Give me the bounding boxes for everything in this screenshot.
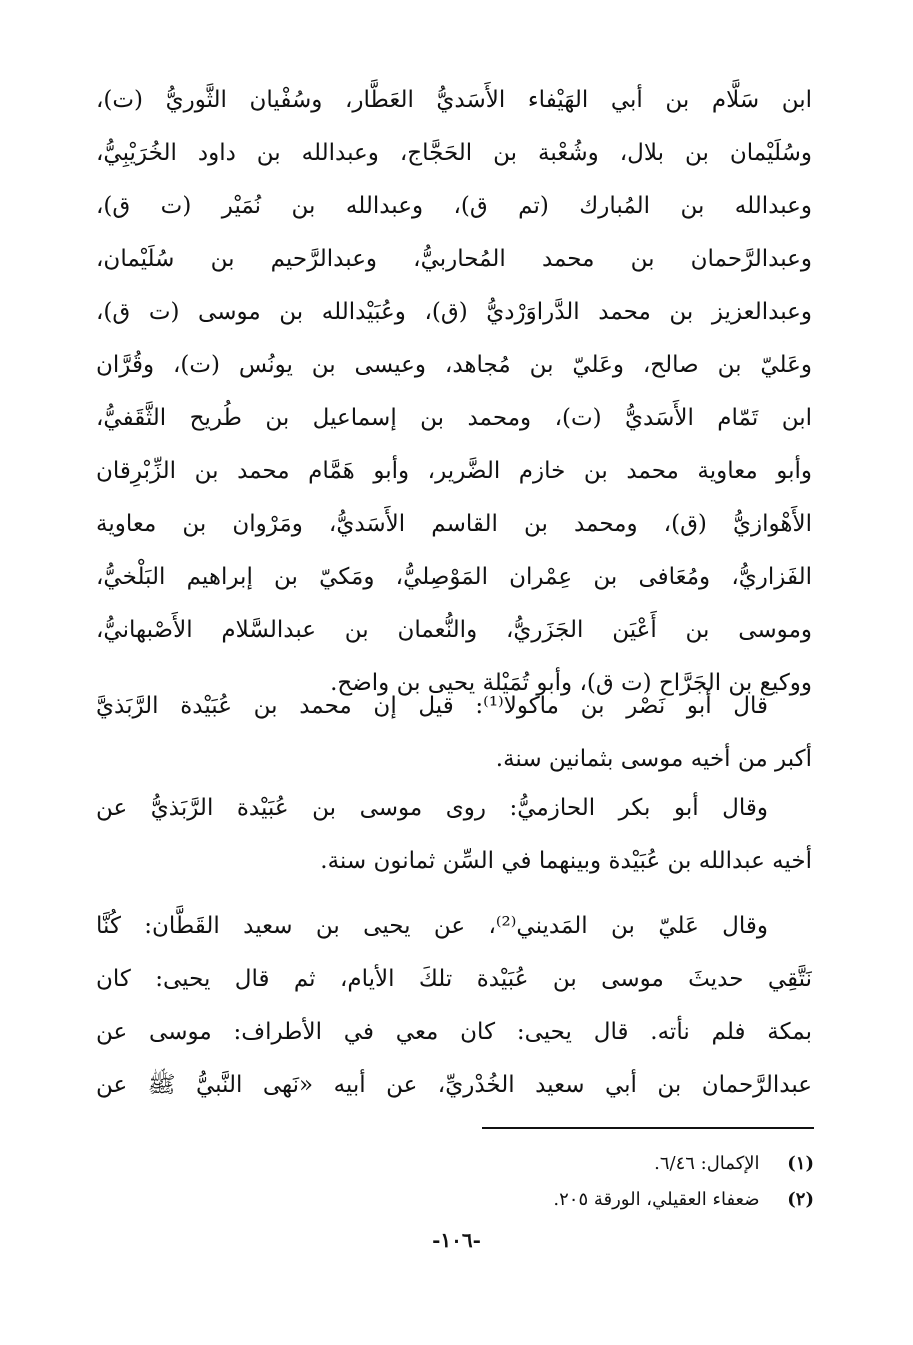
footnote-separator <box>482 1127 814 1129</box>
text-line: الفَزاريُّ، ومُعَافى بن عِمْران المَوْصِليُّ، ومَكيّ بن إبراهيم البَلْخيُّ، <box>96 564 812 590</box>
text-line: وأبو معاوية محمد بن خازم الضَّرير، وأبو هَمَّام محمد بن الزِّبْرِقان <box>96 458 812 484</box>
text-line: عبدالرَّحمان بن أبي سعيد الخُدْريِّ، عن أبيه «نَهى النَّبيُّ ﷺ عن <box>96 1072 812 1098</box>
text-line: ووكيع بن الجَرَّاح (ت ق)، وأبو تُمَيْلة يحيى بن واضح. <box>330 670 812 696</box>
text-line: أخيه عبدالله بن عُبَيْدة وبينهما في السِّن ثمانون سنة. <box>320 848 812 874</box>
footnote-item <box>300 1182 814 1218</box>
text-line: بمكة فلم نأته. قال يحيى: كان معي في الأطراف: موسى عن <box>96 1019 812 1045</box>
text-line: وعبدالعزيز بن محمد الدَّراوَرْديُّ (ق)، وعُبَيْدالله بن موسى (ت ق)، <box>96 299 812 325</box>
text-line: ابن سَلَّام بن أبي الهَيْفاء الأَسَديُّ العَطَّار، وسُفْيان الثَّوريُّ (ت)، <box>96 87 812 113</box>
page-number: -١٠٦- <box>432 1228 481 1252</box>
footnote-text: الإكمال: ٦/٤٦. <box>654 1153 760 1174</box>
text-line: وموسى بن أَعْيَن الجَزَريُّ، والنُّعمان بن عبدالسَّلام الأَصْبهانيُّ، <box>96 617 812 643</box>
body-paragraph-2 <box>96 680 812 786</box>
footnote-text: ضعفاء العقيلي، الورقة ٢٠٥. <box>553 1189 760 1210</box>
footnotes <box>300 1146 814 1218</box>
text-line: قال أبو نَصْر بن ماكولا⁽¹⁾: قيل إن محمد بن عُبَيْدة الرَّبَذيَّ <box>96 693 768 719</box>
text-line: الأَهْوازيُّ (ق)، ومحمد بن القاسم الأَسَديُّ، ومَرْوان بن معاوية <box>96 511 812 537</box>
body-paragraph-4 <box>96 900 812 1112</box>
text-line: أكبر من أخيه موسى بثمانين سنة. <box>495 746 812 772</box>
footnote-item <box>300 1146 814 1182</box>
text-line: وقال أبو بكر الحازميُّ: روى موسى بن عُبَيْدة الرَّبَذيُّ عن <box>96 795 768 821</box>
text-line: وعبدالرَّحمان بن محمد المُحاربيُّ، وعبدالرَّحيم بن سُلَيْمان، <box>96 246 812 272</box>
text-line: وعبدالله بن المُبارك (تم ق)، وعبدالله بن نُمَيْر (ت ق)، <box>96 193 812 219</box>
text-line: نَتَّقِي حديثَ موسى بن عُبَيْدة تلكَ الأيام، ثم قال يحيى: كان <box>96 966 812 992</box>
body-paragraph-1 <box>96 74 812 710</box>
text-line: وسُلَيْمان بن بلال، وشُعْبة بن الحَجَّاج، وعبدالله بن داود الخُرَيْبِيُّ، <box>96 140 812 166</box>
footnote-number: (١) <box>787 1153 814 1174</box>
text-line: ابن تَمّام الأَسَديُّ (ت)، ومحمد بن إسماعيل بن طُريح الثَّقَفيُّ، <box>96 405 812 431</box>
footnote-number: (٢) <box>787 1189 814 1210</box>
text-line: وقال عَليّ بن المَديني⁽²⁾، عن يحيى بن سعيد القَطَّان: كُنَّا <box>96 913 768 939</box>
text-line: وعَليّ بن صالح، وعَليّ بن مُجاهد، وعيسى بن يونُس (ت)، وقُرَّان <box>96 352 812 378</box>
body-paragraph-3 <box>96 782 812 888</box>
